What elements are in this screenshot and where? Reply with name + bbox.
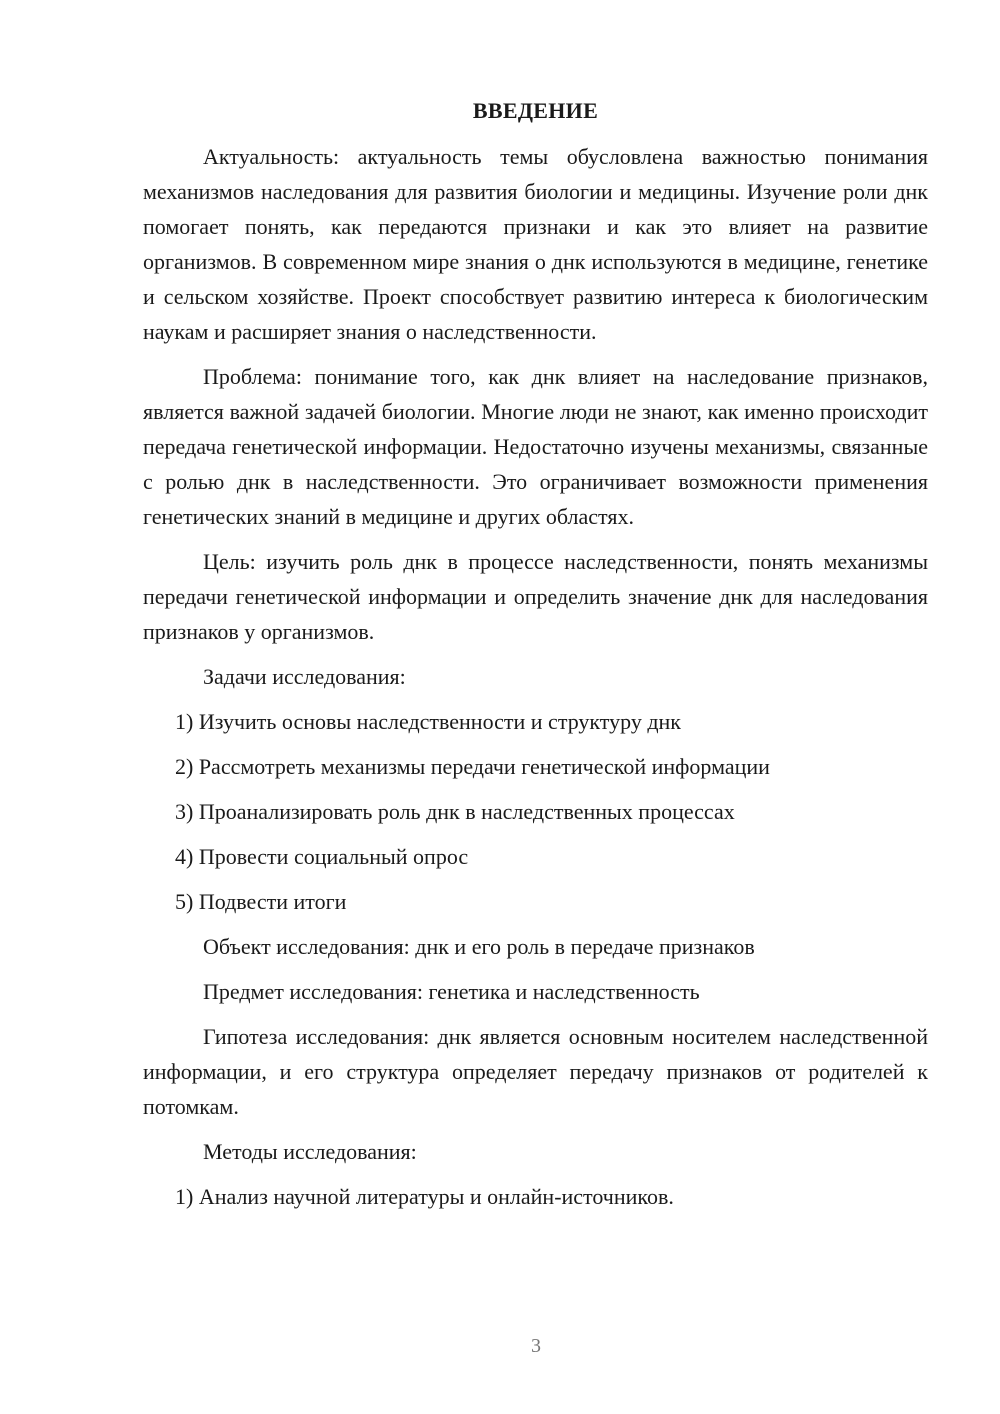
research-subject: Предмет исследования: генетика и наследственность xyxy=(203,979,700,1004)
task-item-3: 3) Проанализировать роль днк в наследственных процессах xyxy=(175,799,735,824)
problem-paragraph: Проблема: понимание того, как днк влияет на наследование признаков, является важной задачей биологии. Многие люди не знают, как именно происходит передача генетической информации. Недостаточно изучены механизмы, связанные с ролью днк в наследственности. Это ограничивает возможности применения генетических знаний в медицине и других областях. xyxy=(143,364,928,529)
document-page xyxy=(143,95,928,1224)
goal-paragraph: Цель: изучить роль днк в процессе наследственности, понять механизмы передачи генетической информации и определить значение днк для наследования признаков у организмов. xyxy=(143,549,928,644)
relevance-paragraph: Актуальность: актуальность темы обусловлена важностью понимания механизмов наследования для развития биологии и медицины. Изучение роли днк помогает понять, как передаются признаки и как это влияет на развитие организмов. В современном мире знания о днк используются в медицине, генетике и сельском хозяйстве. Проект способствует развитию интереса к биологическим наукам и расширяет знания о наследственности. xyxy=(143,144,928,344)
methods-heading: Методы исследования: xyxy=(203,1139,417,1164)
task-item-1: 1) Изучить основы наследственности и структуру днк xyxy=(175,709,681,734)
task-item-4: 4) Провести социальный опрос xyxy=(175,844,469,869)
page-number: 3 xyxy=(531,1335,541,1357)
task-item-5: 5) Подвести итоги xyxy=(175,889,347,914)
section-heading: ВВЕДЕНИЕ xyxy=(472,98,599,123)
task-item-2: 2) Рассмотреть механизмы передачи генетической информации xyxy=(175,754,770,779)
method-item-1: 1) Анализ научной литературы и онлайн-источников. xyxy=(175,1184,674,1209)
tasks-heading: Задачи исследования: xyxy=(203,664,406,689)
hypothesis-paragraph: Гипотеза исследования: днк является основным носителем наследственной информации, и его структура определяет передачу признаков от родителей к потомкам. xyxy=(143,1024,928,1119)
research-object: Объект исследования: днк и его роль в передаче признаков xyxy=(203,934,755,959)
